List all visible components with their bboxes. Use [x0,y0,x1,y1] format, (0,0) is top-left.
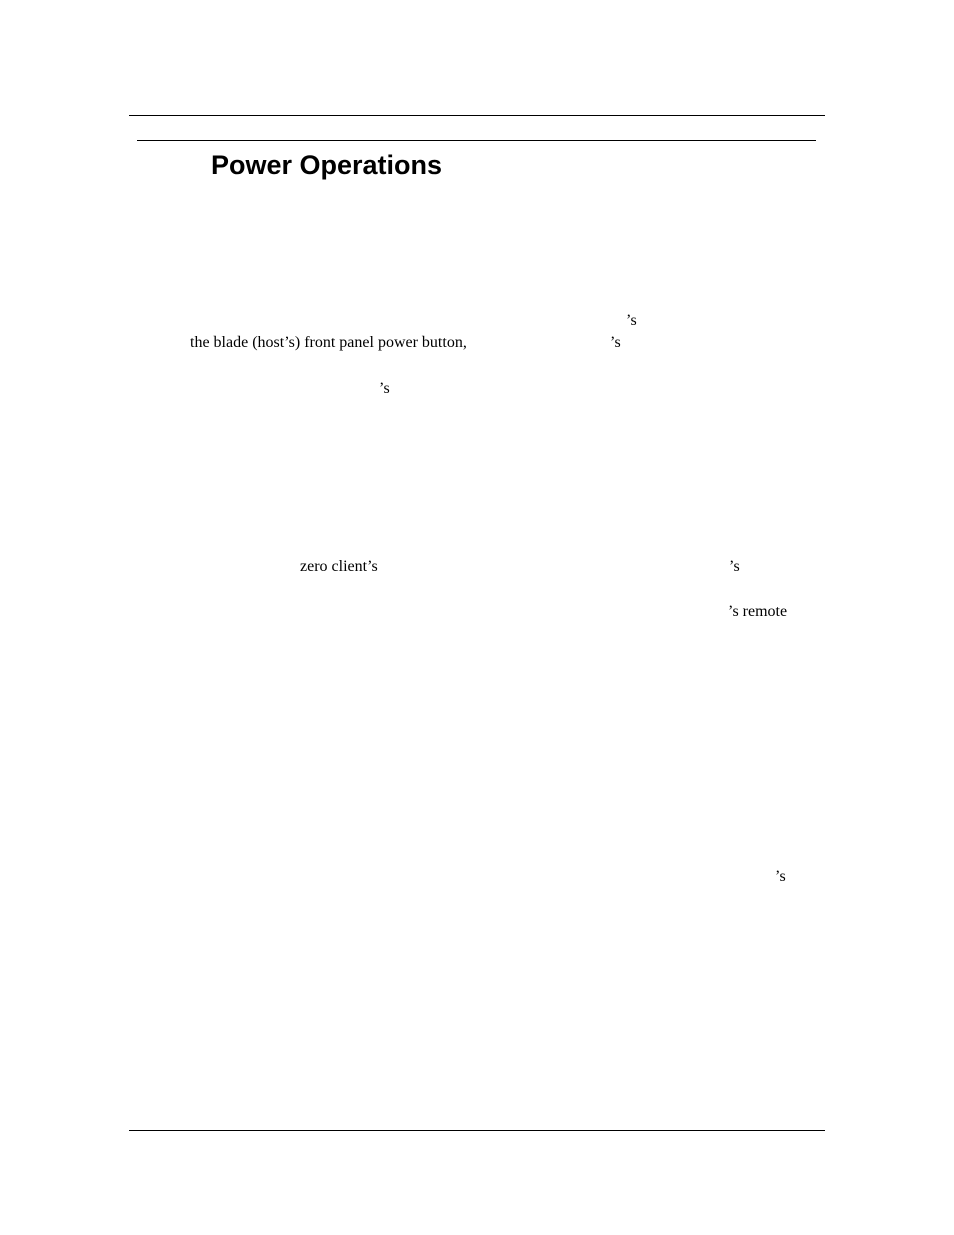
text-fragment: zero client’s [300,558,378,575]
text-fragment: ’s [610,334,621,351]
footer-rule [129,1130,825,1131]
text-fragment: ’s [379,380,390,397]
text-fragment: ’s [626,312,637,329]
text-fragment: the blade (host’s) front panel power button, [190,334,467,351]
page-title: Power Operations [211,150,443,180]
header-rule-inner [137,140,816,141]
text-fragment: ’s remote [728,603,788,620]
text-fragment: ’s [729,558,740,575]
text-fragment: ’s [775,868,786,885]
header-rule-outer [129,115,825,116]
